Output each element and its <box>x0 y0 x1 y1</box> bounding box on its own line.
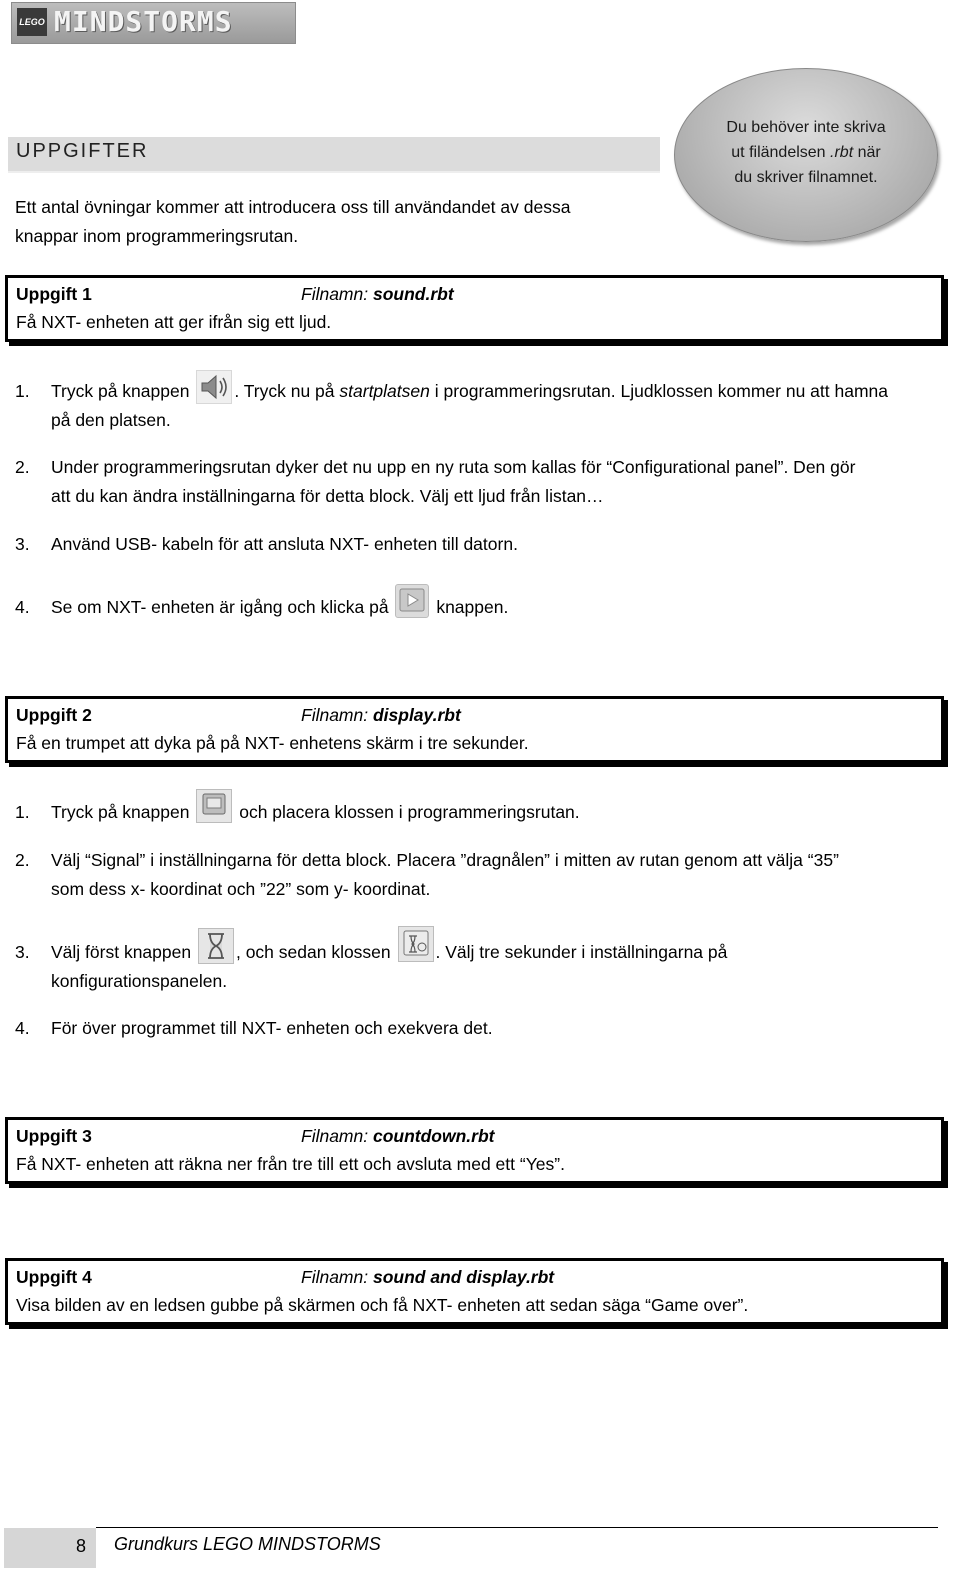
footer-title: Grundkurs LEGO MINDSTORMS <box>114 1534 381 1554</box>
task-1-description: Få NXT- enheten att ger ifrån sig ett ljud. <box>16 312 332 332</box>
callout-text: Du behöver inte skriva ut filändelsen .rbt när du skriver filnamnet. <box>726 119 886 186</box>
task-3-description: Få NXT- enheten att räkna ner från tre till ett och avsluta med ett “Yes”. <box>16 1154 565 1174</box>
task-4-filename: Filnamn: sound and display.rbt <box>301 1267 555 1287</box>
task-2-title: Uppgift 2 <box>16 705 92 725</box>
task-4-description: Visa bilden av en ledsen gubbe på skärmen och få NXT- enheten att sedan säga “Game over”. <box>16 1295 749 1315</box>
section-heading-text: UPPGIFTER <box>16 140 149 162</box>
hourglass-icon[interactable] <box>198 928 234 964</box>
task-1-filename: Filnamn: sound.rbt <box>301 284 454 304</box>
logo-wordmark: MINDSTORMS <box>54 5 233 38</box>
task-4-title: Uppgift 4 <box>16 1267 92 1287</box>
mindstorms-logo <box>11 2 296 44</box>
play-icon[interactable] <box>395 584 429 618</box>
task-3-filename: Filnamn: countdown.rbt <box>301 1126 495 1146</box>
display-icon[interactable] <box>196 789 232 823</box>
intro-text: Ett antal övningar kommer att introducera oss till användandet av dessa knappar inom programmeringsrutan. <box>15 197 571 246</box>
task-1-title: Uppgift 1 <box>16 284 92 304</box>
task-1-box <box>5 275 944 342</box>
task-4-box <box>5 1258 944 1325</box>
task-2-description: Få en trumpet att dyka på på NXT- enhetens skärm i tre sekunder. <box>16 733 529 753</box>
footer-divider <box>96 1527 938 1528</box>
info-callout <box>674 68 938 242</box>
page-number-box <box>4 1528 96 1568</box>
task-3-box <box>5 1117 944 1184</box>
lego-badge: LEGO <box>17 8 47 36</box>
task-2-filename: Filnamn: display.rbt <box>301 705 461 725</box>
section-heading <box>8 137 660 173</box>
timer-block-icon[interactable] <box>398 926 434 962</box>
task-3-title: Uppgift 3 <box>16 1126 92 1146</box>
page-number: 8 <box>75 1536 86 1556</box>
speaker-icon[interactable] <box>196 370 232 404</box>
task-2-box <box>5 696 944 763</box>
